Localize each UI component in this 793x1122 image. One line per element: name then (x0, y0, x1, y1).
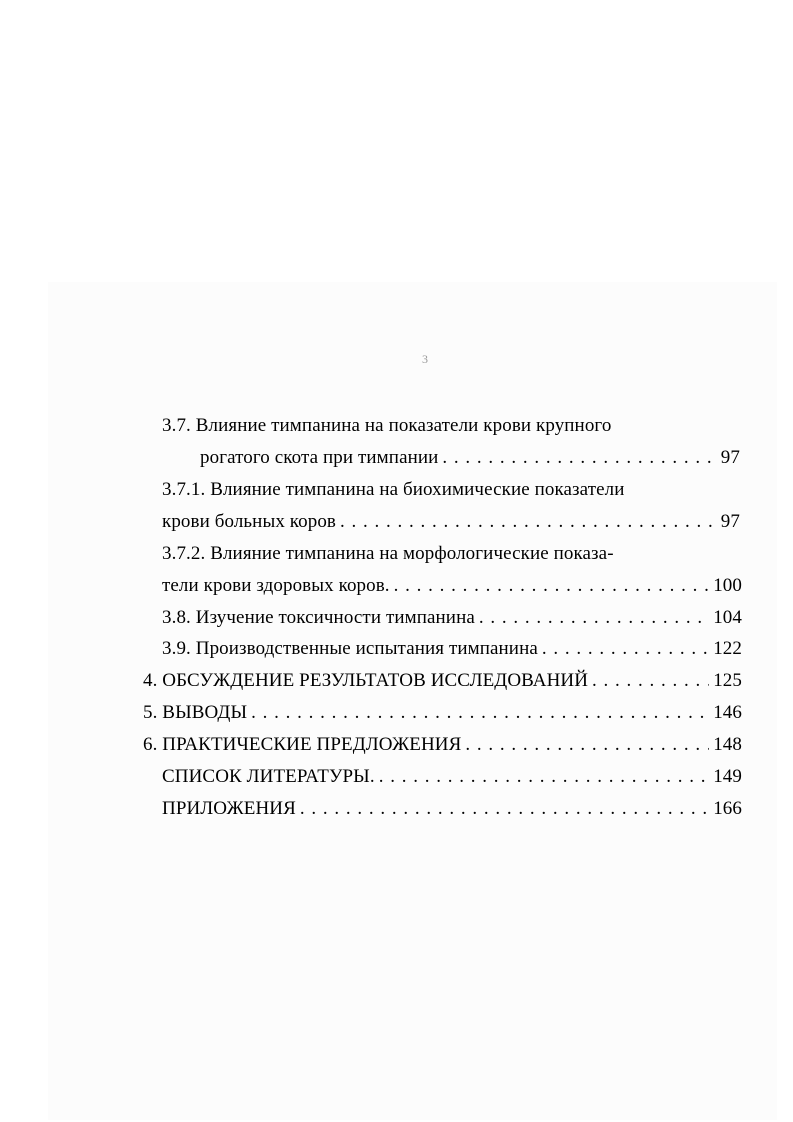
dot-leader (592, 669, 709, 693)
toc-entry-3-7-1-line1: 3.7.1. Влияние тимпанина на биохимические показатели (162, 479, 625, 500)
toc-entry-title: ПРИЛОЖЕНИЯ (162, 798, 296, 819)
toc-entry-title: 6. ПРАКТИЧЕСКИЕ ПРЕДЛОЖЕНИЯ (143, 734, 462, 755)
toc-page-number: 97 (720, 447, 740, 468)
toc-entry-title: 4. ОБСУЖДЕНИЕ РЕЗУЛЬТАТОВ ИССЛЕДОВАНИЙ (143, 670, 589, 691)
toc-entry-title: крови больных коров (162, 511, 337, 532)
toc-entry-title: тели крови здоровых коров. (162, 575, 390, 596)
dot-leader (340, 510, 717, 534)
toc-entry-title: СПИСОК ЛИТЕРАТУРЫ. (162, 766, 375, 787)
toc-entry-appendices (162, 797, 742, 821)
toc-entry-3-9 (162, 637, 742, 661)
toc-entry-title: рогатого скота при тимпании (200, 447, 439, 468)
dot-leader (251, 701, 709, 725)
toc-entry-title: 3.9. Производственные испытания тимпанина (162, 638, 538, 659)
toc-entry-3-7-1 (162, 510, 740, 534)
dot-leader (300, 797, 709, 821)
dot-leader (394, 574, 710, 598)
page-number: 3 (422, 352, 428, 366)
dot-leader (379, 765, 710, 789)
toc-entry-3-7 (200, 446, 740, 470)
dot-leader (479, 606, 709, 630)
toc-page-number: 125 (713, 670, 742, 691)
toc-page-number: 166 (713, 798, 742, 819)
toc-entry-6 (143, 733, 742, 757)
toc-page-number: 149 (713, 766, 742, 787)
toc-page-number: 122 (713, 638, 742, 659)
toc-entry-bibliography (162, 765, 742, 789)
toc-entry-title: 5. ВЫВОДЫ (143, 702, 248, 723)
dot-leader (465, 733, 709, 757)
toc-entry-3-7-line1: 3.7. Влияние тимпанина на показатели крови крупного (162, 415, 612, 436)
toc-page-number: 100 (713, 575, 742, 596)
toc-entry-3-8 (162, 606, 742, 630)
dot-leader (442, 446, 716, 470)
toc-entry-3-7-2 (162, 574, 742, 598)
toc-page-number: 104 (713, 607, 742, 628)
toc-page-number: 148 (713, 734, 742, 755)
toc-entry-3-7-2-line1: 3.7.2. Влияние тимпанина на морфологические показа- (162, 543, 614, 564)
dot-leader (542, 637, 709, 661)
toc-entry-4 (143, 669, 742, 693)
toc-page-number: 146 (713, 702, 742, 723)
toc-entry-title: 3.8. Изучение токсичности тимпанина (162, 607, 475, 628)
toc-entry-5 (143, 701, 742, 725)
toc-page-number: 97 (720, 511, 740, 532)
